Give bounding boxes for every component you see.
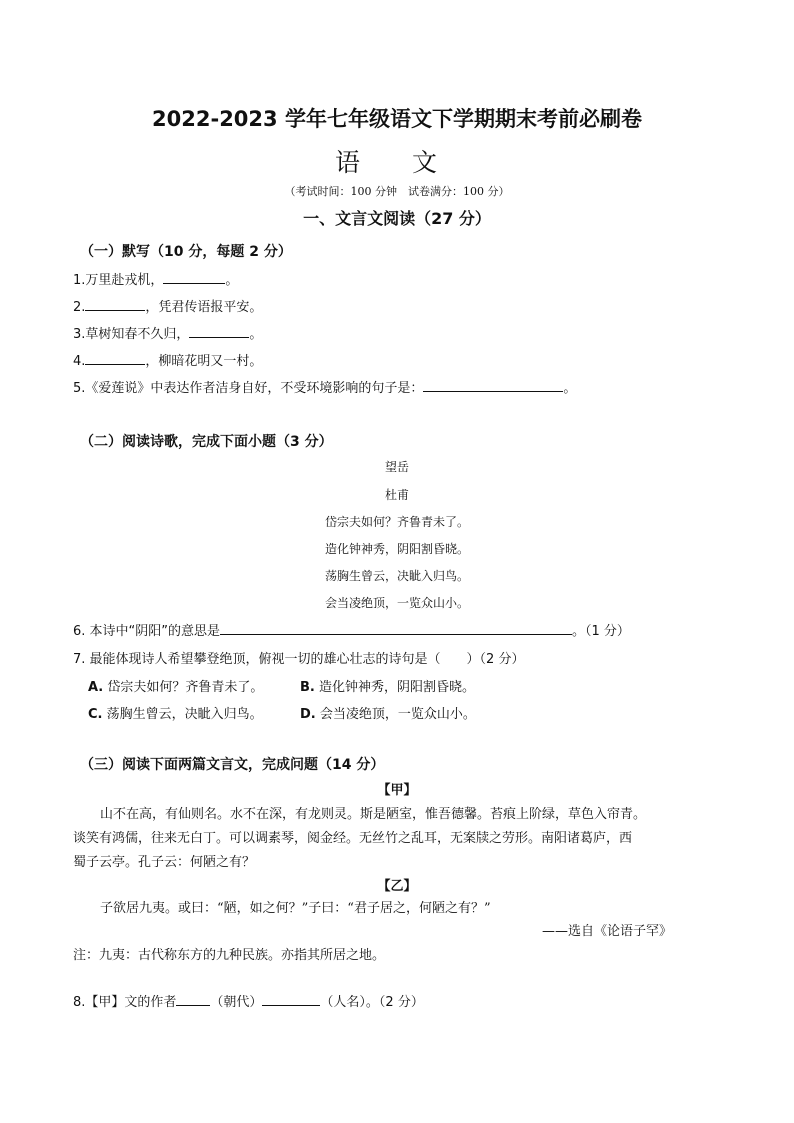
section1-heading: （一）默写（10 分，每题 2 分）: [80, 244, 292, 260]
text-jia-line: 谈笑有鸿儒，往来无白丁。可以调素琴，阅金经。无丝竹之乱耳，无案牍之劳形。南阳诸葛庐，西: [73, 831, 633, 846]
q8-dynasty-blank[interactable]: [176, 992, 210, 1006]
q3-suffix: 。: [249, 327, 263, 342]
text-jia-line: 蜀子云亭。孔子云：何陋之有？: [73, 855, 256, 870]
option-c[interactable]: [88, 703, 263, 722]
q6-answer-blank[interactable]: [220, 621, 572, 635]
q8-author-blank[interactable]: [262, 992, 320, 1006]
question-3: [73, 323, 262, 342]
option-a-label: A.: [88, 680, 104, 695]
page-title: 2022-2023 学年七年级语文下学期期末考前必刷卷: [152, 107, 642, 131]
q5-text: 5.《爱莲说》中表达作者洁身自好，不受环境影响的句子是：: [73, 381, 424, 396]
question-4: [73, 350, 262, 369]
q4-number: 4.: [73, 354, 86, 369]
section3-heading: （三）阅读下面两篇文言文，完成问题（14 分）: [80, 757, 385, 773]
poem-line: 造化钟神秀，阴阳割昏晓。: [324, 542, 469, 556]
question-1: [73, 269, 238, 288]
q1-suffix: 。: [225, 273, 239, 288]
q5-answer-blank[interactable]: [423, 378, 563, 392]
q5-suffix: 。: [563, 381, 577, 396]
option-a-text: 岱宗夫如何？齐鲁青未了。: [107, 680, 264, 695]
poem-line: 会当凌绝顶，一览众山小。: [324, 596, 469, 610]
text-jia-label: 【甲】: [377, 783, 417, 798]
text-jia-line: 山不在高，有仙则名。水不在深，有龙则灵。斯是陋室，惟吾德馨。苔痕上阶绿，草色入帘青。: [100, 807, 647, 822]
exam-info: （考试时间：100 分钟 试卷满分：100 分）: [284, 185, 510, 198]
poem-line: 岱宗夫如何？齐鲁青未了。: [324, 515, 469, 529]
poem-author: 杜甫: [384, 488, 409, 502]
q8-mid: （朝代）: [210, 995, 263, 1010]
poem-title: 望岳: [384, 460, 409, 474]
option-b-label: B.: [300, 680, 315, 695]
annotation-note: 注：九夷：古代称东方的九种民族。亦指其所居之地。: [73, 948, 386, 963]
q4-text: ，柳暗花明又一村。: [145, 354, 263, 369]
section2-heading: （二）阅读诗歌，完成下面小题（3 分）: [80, 434, 333, 450]
q8-suffix: （人名）。（2 分）: [320, 995, 424, 1010]
option-d[interactable]: [300, 703, 476, 722]
q1-answer-blank[interactable]: [163, 270, 225, 284]
option-c-text: 荡胸生曾云，决眦入归鸟。: [106, 707, 263, 722]
option-b[interactable]: [300, 676, 475, 695]
q2-answer-blank[interactable]: [85, 297, 145, 311]
q6-suffix: 。（1 分）: [572, 624, 630, 639]
text-yi-source: ——选自《论语子罕》: [541, 924, 672, 939]
subject-title: 语 文: [335, 148, 459, 177]
option-d-text: 会当凌绝顶，一览众山小。: [319, 707, 476, 722]
text-yi: 子欲居九夷。或曰：“陋，如之何？”子曰：“君子居之，何陋之有？”: [100, 901, 491, 916]
part1-title: 一、文言文阅读（27 分）: [303, 209, 491, 228]
q6-text: 6. 本诗中“阴阳”的意思是: [73, 624, 221, 639]
q3-text: 3.草树知春不久归，: [73, 327, 190, 342]
option-d-label: D.: [300, 707, 316, 722]
question-8: [73, 991, 424, 1010]
option-a[interactable]: [88, 676, 263, 695]
q3-answer-blank[interactable]: [189, 324, 249, 338]
q2-text: ，凭君传语报平安。: [145, 300, 263, 315]
q1-text: 1.万里赴戎机，: [73, 273, 164, 288]
q8-text: 8.【甲】文的作者: [73, 995, 177, 1010]
q2-number: 2.: [73, 300, 86, 315]
option-b-text: 造化钟神秀，阴阳割昏晓。: [319, 680, 476, 695]
q4-answer-blank[interactable]: [85, 351, 145, 365]
option-c-label: C.: [88, 707, 103, 722]
question-5: [73, 377, 576, 396]
text-yi-label: 【乙】: [377, 879, 417, 894]
question-7: 7. 最能体现诗人希望攀登绝顶，俯视一切的雄心壮志的诗句是（ ）（2 分）: [73, 652, 525, 667]
question-2: [73, 296, 262, 315]
poem-line: 荡胸生曾云，决眦入归鸟。: [324, 569, 469, 583]
question-6: [73, 620, 630, 639]
